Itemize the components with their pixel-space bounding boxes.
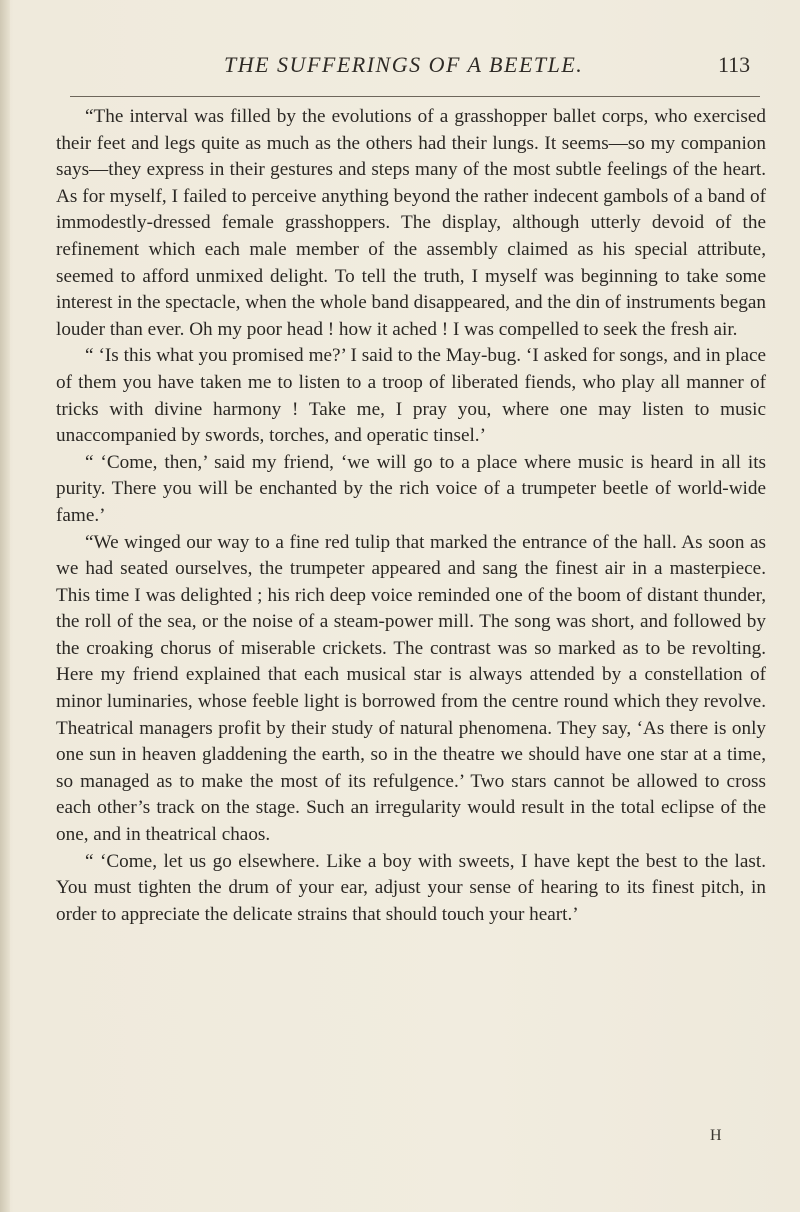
paragraph: “The interval was filled by the evolutions of a grasshopper ballet corps, who exercised their feet and legs quite as much as the others had their lungs. It seems—so my companion says—they express in their gestures and steps many of the most subtle feelings of the heart. As for myself, I failed to perceive anything beyond the rather indecent gambols of a band of immodestly-dressed female grasshoppers. The display, although utterly devoid of the refinement which each male member of the assembly claimed as his special attribute, seemed to afford unmixed delight. To tell the truth, I myself was beginning to take some interest in the spectacle, when the whole band disappeared, and the din of instruments began louder than ever. Oh my poor head ! how it ached ! I was compelled to seek the fresh air. xyxy=(56,106,766,340)
header-rule xyxy=(70,96,760,97)
page-binding-edge xyxy=(0,0,10,1212)
body-text xyxy=(56,104,766,928)
paragraph: “ ‘Is this what you promised me?’ I said to the May-bug. ‘I asked for songs, and in place of them you have taken me to listen to a troop of liberated fiends, who play all manner of tricks with divine harmony ! Take me, I pray you, where one may listen to music unaccompanied by swords, torches, and operatic tinsel.’ xyxy=(56,345,766,447)
paragraph: “We winged our way to a fine red tulip that marked the entrance of the hall. As soon as we had seated ourselves, the trumpeter appeared and sang the finest air in a masterpiece. This time I was delighted ; his rich deep voice reminded one of the boom of distant thunder, the roll of the sea, or the noise of a steam-power mill. The song was short, and followed by the croaking chorus of miserable crickets. The contrast was so marked as to be revolting. Here my friend explained that each musical star is always attended by a constellation of minor luminaries, whose feeble light is borrowed from the centre round which they revolve. Theatrical managers profit by their study of natural phenomena. They say, ‘As there is only one sun in heaven gladdening the earth, so in the theatre we should have one star at a time, so managed as to make the most of its refulgence.’ Two stars cannot be allowed to cross each other’s track on the stage. Such an irregularity would result in the total eclipse of the one, and in theatrical chaos. xyxy=(56,531,766,846)
signature-mark: H xyxy=(710,1127,723,1144)
paragraph: “ ‘Come, let us go elsewhere. Like a boy with sweets, I have kept the best to the last. You must tighten the drum of your ear, adjust your sense of hearing to its finest pitch, in order to appreciate the delicate strains that should touch your heart.’ xyxy=(56,850,766,925)
paragraph: “ ‘Come, then,’ said my friend, ‘we will go to a place where music is heard in all its purity. There you will be enchanted by the rich voice of a trumpeter beetle of world-wide fame.’ xyxy=(56,451,766,526)
running-title: THE SUFFERINGS OF A BEETLE. xyxy=(224,52,584,77)
page-number: 113 xyxy=(718,52,751,77)
